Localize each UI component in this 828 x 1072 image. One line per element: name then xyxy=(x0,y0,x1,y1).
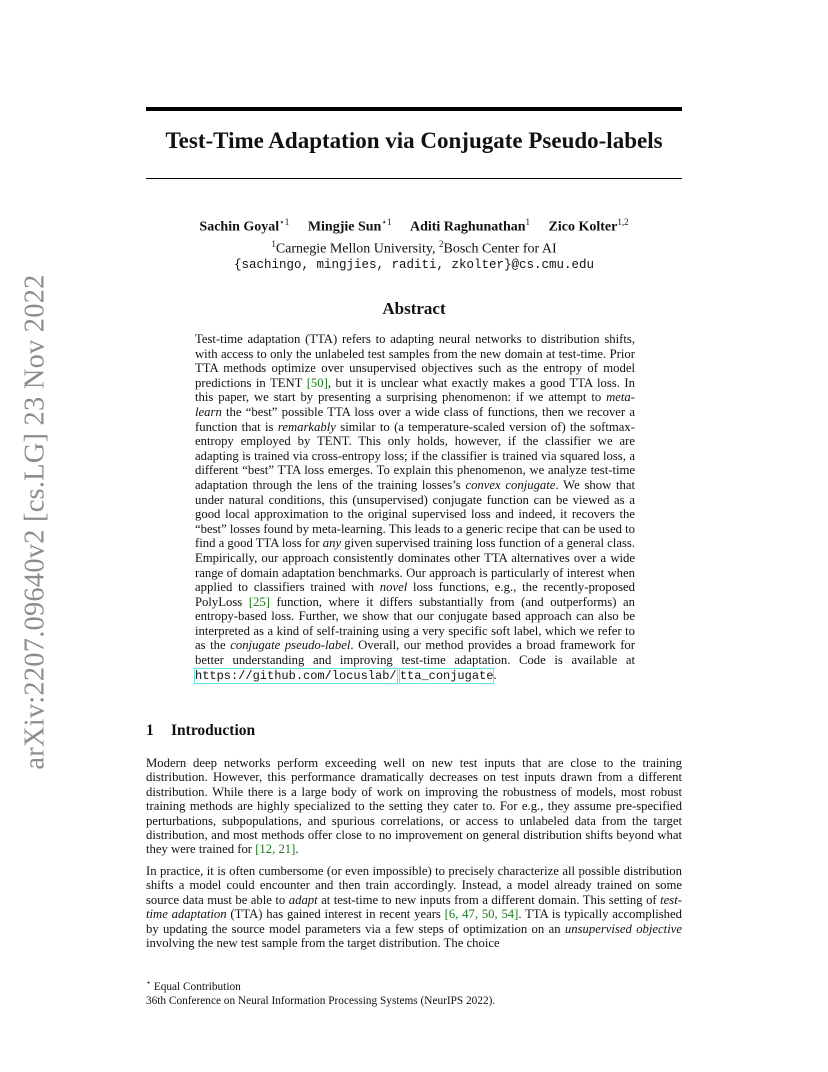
citation-link[interactable]: [25] xyxy=(248,594,270,609)
equal-contribution-note: ⋆ Equal Contribution xyxy=(146,978,241,993)
section-title: Introduction xyxy=(171,722,256,739)
author-name: Mingjie Sun xyxy=(307,219,382,235)
section-heading xyxy=(146,722,255,740)
citation-link[interactable]: [12, 21] xyxy=(255,842,296,857)
author-mark: ⋆1 xyxy=(381,217,392,227)
author-mark: 1,2 xyxy=(617,217,629,227)
affiliations xyxy=(146,236,682,258)
code-repo-link-cont[interactable]: tta_conjugate xyxy=(399,668,494,683)
author-emails: {sachingo, mingjies, raditi, zkolter}@cs.cmu.edu xyxy=(233,258,595,273)
code-repo-link[interactable]: https://github.com/locuslab/ xyxy=(195,668,397,683)
intro-paragraph: Modern deep networks perform exceeding well on new test inputs that are close to the training distribution. However, this performance dramatically decreases on test inputs drawn from a different distribution. While there is a large body of work on improving the robustness of models, most robust training methods are highly specialized to the setting they cater to. For e.g., they assume pre-specified perturbations, subpopulations, and spurious correlations, or access to unlabeled data from the target distribution, and most methods offer close to no improvement on general distribution shifts beyond what they were trained for [12, 21]. xyxy=(146,756,682,857)
author-name: Zico Kolter xyxy=(548,219,618,235)
author-block xyxy=(146,214,682,274)
author-mark: 1 xyxy=(525,217,531,227)
affiliation-cmu: Carnegie Mellon University, xyxy=(275,241,439,257)
author-name: Sachin Goyal xyxy=(199,219,280,235)
arxiv-identifier-text: arXiv:2207.09640v2 [cs.LG] 23 Nov 2022 xyxy=(20,274,51,770)
arxiv-identifier-stamp xyxy=(10,274,62,770)
footnote xyxy=(146,976,682,1008)
intro-paragraph: In practice, it is often cumbersome (or even impossible) to precisely characterize all possible distribution shifts a model could encounter and then train accordingly. Instead, a model already trained on some source data must be able to adapt at test-time to new inputs from a different domain. This setting of test-time adaptation (TTA) has gained interest in recent years [6, 47, 50, 54]. TTA is typically accomplished by updating the source model parameters via a few steps of optimization on an unsupervised objective involving the new test sample from the target distribution. The choice xyxy=(146,864,682,951)
abstract-text: Test-time adaptation (TTA) refers to adapting neural networks to distribution shifts, with access to only the unlabeled test samples from the new domain at test-time. Prior TTA methods optimize over unsupervised objectives such as the entropy of model predictions in TENT [50], but it is unclear what exactly makes a good TTA loss. In this paper, we start by presenting a surprising phenomenon: if we attempt to meta-learn the “best” possible TTA loss over a wide class of functions, then we recover a function that is remarkably similar to (a temperature-scaled version of) the softmax-entropy employed by TENT. This only holds, however, if the classifier we are adapting is trained via cross-entropy loss; if the classifier is trained via squared loss, a different “best” TTA loss emerges. To explain this phenomenon, we analyze test-time adaptation through the lens of the training losses’s convex conjugate. We show that under natural conditions, this (unsupervised) conjugate function can be viewed as a good local approximation to the original supervised loss and indeed, it recovers the “best” losses found by meta-learning. This leads to a generic recipe that can be used to find a good TTA loss for any given supervised training loss function of a general class. Empirically, our approach consistently dominates other TTA alternatives over a wide range of domain adaptation benchmarks. Our approach is particularly of interest when applied to classifiers trained with novel loss functions, e.g., the recently-proposed PolyLoss [25] function, where it differs substantially from (and outperforms) an entropy-based loss. Further, we show that our conjugate based approach can also be interpreted as a kind of self-training using a very specific soft label, which we refer to as the conjugate pseudo-label. Overall, our method provides a broad framework for better understanding and improving test-time adaptation. Code is available at https://github.com/locuslab/ tta_conjugate. xyxy=(195,332,635,683)
title-bottom-rule xyxy=(146,178,682,179)
citation-link[interactable]: [6, 47, 50, 54] xyxy=(444,907,519,922)
section-number: 1 xyxy=(146,722,154,739)
author-names xyxy=(146,214,682,236)
author-name: Aditi Raghunathan xyxy=(409,219,526,235)
affiliation-bosch: Bosch Center for AI xyxy=(443,241,557,257)
title-top-rule xyxy=(146,107,682,111)
venue-note: 36th Conference on Neural Information Processing Systems (NeurIPS 2022). xyxy=(146,994,496,1007)
abstract-heading: Abstract xyxy=(382,299,446,318)
paper-title: Test-Time Adaptation via Conjugate Pseudo-labels xyxy=(165,128,663,153)
citation-link[interactable]: [50] xyxy=(306,375,328,390)
author-mark: ⋆1 xyxy=(279,217,290,227)
affiliation-mark: 1 xyxy=(271,238,276,249)
affiliation-mark: 2 xyxy=(439,238,444,249)
